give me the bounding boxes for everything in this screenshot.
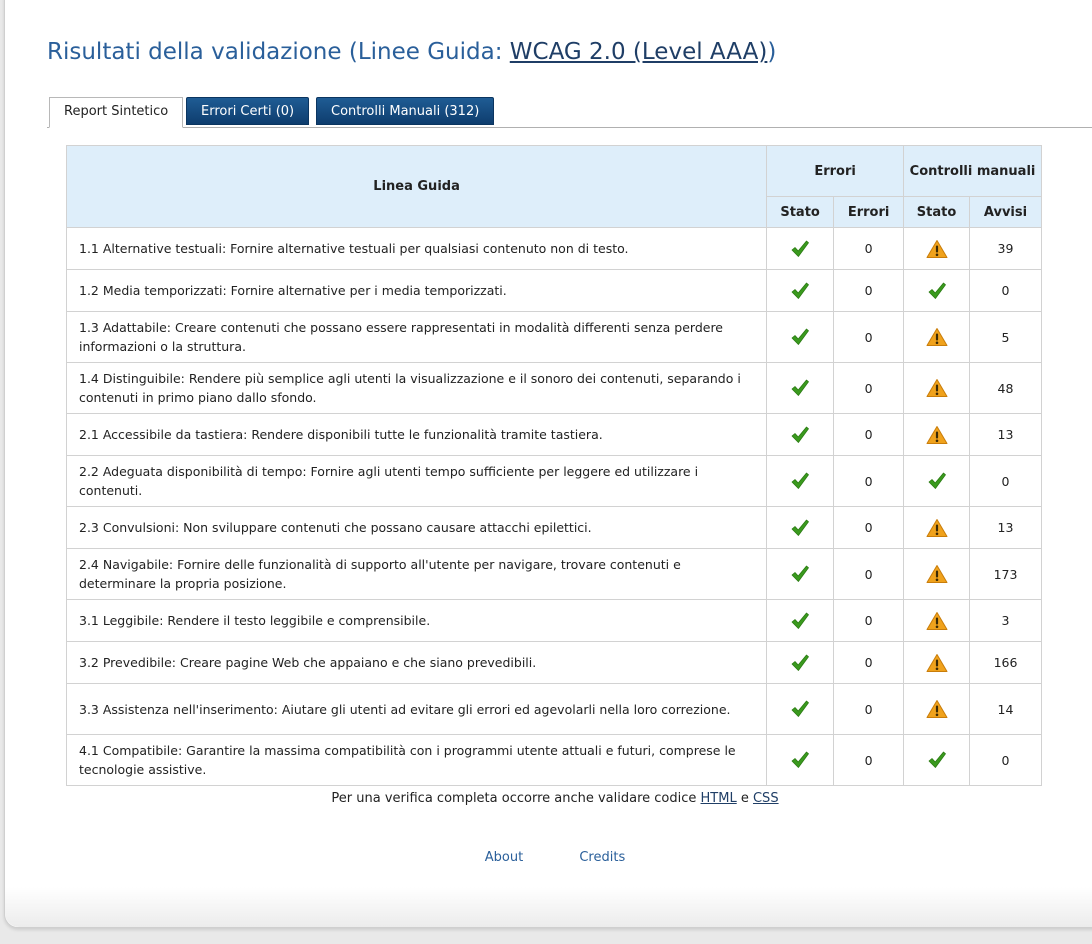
guideline-description: 1.2 Media temporizzati: Fornire alternative per i media temporizzati. bbox=[67, 270, 767, 312]
error-count: 0 bbox=[834, 735, 904, 786]
error-count: 0 bbox=[834, 414, 904, 456]
manual-status-cell bbox=[904, 228, 970, 270]
guideline-description: 2.3 Convulsioni: Non sviluppare contenuti che possano causare attacchi epilettici. bbox=[67, 507, 767, 549]
table-row bbox=[67, 684, 1042, 735]
warning-count: 3 bbox=[970, 600, 1042, 642]
warning-icon bbox=[926, 653, 948, 673]
manual-status-cell bbox=[904, 735, 970, 786]
table-row bbox=[67, 507, 1042, 549]
check-icon bbox=[927, 750, 947, 770]
check-icon bbox=[790, 564, 810, 584]
guideline-description: 2.2 Adeguata disponibilità di tempo: Fornire agli utenti tempo sufficiente per leggere ed utilizzare i contenuti. bbox=[67, 456, 767, 507]
credits-link[interactable]: Credits bbox=[579, 850, 626, 865]
check-icon bbox=[790, 378, 810, 398]
header-avvisi: Avvisi bbox=[970, 197, 1042, 228]
table-row bbox=[67, 600, 1042, 642]
tab-bar bbox=[47, 97, 1092, 128]
check-icon bbox=[790, 518, 810, 538]
title-prefix: Risultati della validazione (Linee Guida: bbox=[47, 39, 510, 65]
guideline-description: 2.1 Accessibile da tastiera: Rendere disponibili tutte le funzionalità tramite tastiera. bbox=[67, 414, 767, 456]
guideline-description: 3.1 Leggibile: Rendere il testo leggibile e comprensibile. bbox=[67, 600, 767, 642]
error-status-cell bbox=[767, 228, 834, 270]
error-status-cell bbox=[767, 549, 834, 600]
table-row bbox=[67, 414, 1042, 456]
header-errori-group: Errori bbox=[767, 146, 904, 197]
manual-status-cell bbox=[904, 600, 970, 642]
error-count: 0 bbox=[834, 642, 904, 684]
guideline-description: 1.3 Adattabile: Creare contenuti che possano essere rappresentati in modalità differenti senza perdere informazioni o la struttura. bbox=[67, 312, 767, 363]
warning-count: 13 bbox=[970, 414, 1042, 456]
table-row bbox=[67, 642, 1042, 684]
warning-icon bbox=[926, 611, 948, 631]
footer-links bbox=[5, 850, 1092, 865]
warning-icon bbox=[926, 239, 948, 259]
header-linea-guida: Linea Guida bbox=[67, 146, 767, 228]
footnote-and: e bbox=[736, 791, 753, 806]
validation-footnote bbox=[5, 791, 1092, 806]
warning-icon bbox=[926, 425, 948, 445]
guideline-description: 3.2 Prevedibile: Creare pagine Web che appaiano e che siano prevedibili. bbox=[67, 642, 767, 684]
warning-count: 0 bbox=[970, 735, 1042, 786]
results-body bbox=[67, 228, 1042, 786]
title-suffix: ) bbox=[767, 39, 777, 65]
css-link[interactable]: CSS bbox=[752, 791, 779, 806]
error-count: 0 bbox=[834, 270, 904, 312]
guideline-description: 1.1 Alternative testuali: Fornire alternative testuali per qualsiasi contenuto non di testo. bbox=[67, 228, 767, 270]
warning-count: 39 bbox=[970, 228, 1042, 270]
error-count: 0 bbox=[834, 312, 904, 363]
check-icon bbox=[790, 653, 810, 673]
tab-report-sintetico[interactable]: Report Sintetico bbox=[49, 97, 183, 128]
check-icon bbox=[790, 281, 810, 301]
error-count: 0 bbox=[834, 507, 904, 549]
footnote-text: Per una verifica completa occorre anche validare codice bbox=[331, 791, 701, 806]
about-link[interactable]: About bbox=[484, 850, 524, 865]
warning-icon bbox=[926, 699, 948, 719]
header-errori: Errori bbox=[834, 197, 904, 228]
header-stato-manuali: Stato bbox=[904, 197, 970, 228]
table-row bbox=[67, 549, 1042, 600]
warning-count: 0 bbox=[970, 456, 1042, 507]
check-icon bbox=[790, 239, 810, 259]
error-status-cell bbox=[767, 600, 834, 642]
manual-status-cell bbox=[904, 363, 970, 414]
guideline-description: 3.3 Assistenza nell'inserimento: Aiutare gli utenti ad evitare gli errori ed agevolarli nella loro correzione. bbox=[67, 684, 767, 735]
warning-icon bbox=[926, 378, 948, 398]
manual-status-cell bbox=[904, 507, 970, 549]
error-status-cell bbox=[767, 363, 834, 414]
header-stato: Stato bbox=[767, 197, 834, 228]
table-row bbox=[67, 456, 1042, 507]
check-icon bbox=[790, 327, 810, 347]
manual-status-cell bbox=[904, 684, 970, 735]
warning-count: 13 bbox=[970, 507, 1042, 549]
check-icon bbox=[927, 281, 947, 301]
guideline-description: 1.4 Distinguibile: Rendere più semplice agli utenti la visualizzazione e il sonoro dei contenuti, separando i contenuti in primo piano dallo sfondo. bbox=[67, 363, 767, 414]
warning-icon bbox=[926, 327, 948, 347]
warning-count: 14 bbox=[970, 684, 1042, 735]
error-status-cell bbox=[767, 735, 834, 786]
html-link[interactable]: HTML bbox=[700, 791, 737, 806]
warning-count: 166 bbox=[970, 642, 1042, 684]
results-table bbox=[66, 145, 1042, 786]
error-count: 0 bbox=[834, 228, 904, 270]
error-count: 0 bbox=[834, 549, 904, 600]
table-row bbox=[67, 270, 1042, 312]
warning-count: 173 bbox=[970, 549, 1042, 600]
error-status-cell bbox=[767, 684, 834, 735]
error-status-cell bbox=[767, 270, 834, 312]
warning-count: 5 bbox=[970, 312, 1042, 363]
guideline-link[interactable]: WCAG 2.0 (Level AAA) bbox=[509, 39, 768, 65]
guideline-description: 2.4 Navigabile: Fornire delle funzionalità di supporto all'utente per navigare, trovare contenuti e determinare la propria posizione. bbox=[67, 549, 767, 600]
table-row bbox=[67, 363, 1042, 414]
warning-count: 0 bbox=[970, 270, 1042, 312]
page-panel bbox=[4, 0, 1092, 928]
warning-icon bbox=[926, 564, 948, 584]
error-count: 0 bbox=[834, 684, 904, 735]
check-icon bbox=[790, 471, 810, 491]
check-icon bbox=[790, 425, 810, 445]
check-icon bbox=[790, 611, 810, 631]
manual-status-cell bbox=[904, 642, 970, 684]
table-row bbox=[67, 228, 1042, 270]
tab-errori-certi[interactable]: Errori Certi (0) bbox=[186, 97, 309, 125]
warning-count: 48 bbox=[970, 363, 1042, 414]
header-controlli-manuali-group: Controlli manuali bbox=[904, 146, 1042, 197]
check-icon bbox=[927, 471, 947, 491]
manual-status-cell bbox=[904, 312, 970, 363]
check-icon bbox=[790, 699, 810, 719]
error-status-cell bbox=[767, 312, 834, 363]
warning-icon bbox=[926, 518, 948, 538]
error-status-cell bbox=[767, 507, 834, 549]
error-count: 0 bbox=[834, 600, 904, 642]
manual-status-cell bbox=[904, 414, 970, 456]
guideline-description: 4.1 Compatibile: Garantire la massima compatibilità con i programmi utente attuali e futuri, comprese le tecnologie assistive. bbox=[67, 735, 767, 786]
manual-status-cell bbox=[904, 549, 970, 600]
error-status-cell bbox=[767, 456, 834, 507]
error-count: 0 bbox=[834, 363, 904, 414]
manual-status-cell bbox=[904, 456, 970, 507]
table-row bbox=[67, 312, 1042, 363]
error-count: 0 bbox=[834, 456, 904, 507]
page-title bbox=[47, 39, 776, 65]
table-row bbox=[67, 735, 1042, 786]
check-icon bbox=[790, 750, 810, 770]
tab-controlli-manuali[interactable]: Controlli Manuali (312) bbox=[316, 97, 494, 125]
manual-status-cell bbox=[904, 270, 970, 312]
error-status-cell bbox=[767, 414, 834, 456]
error-status-cell bbox=[767, 642, 834, 684]
